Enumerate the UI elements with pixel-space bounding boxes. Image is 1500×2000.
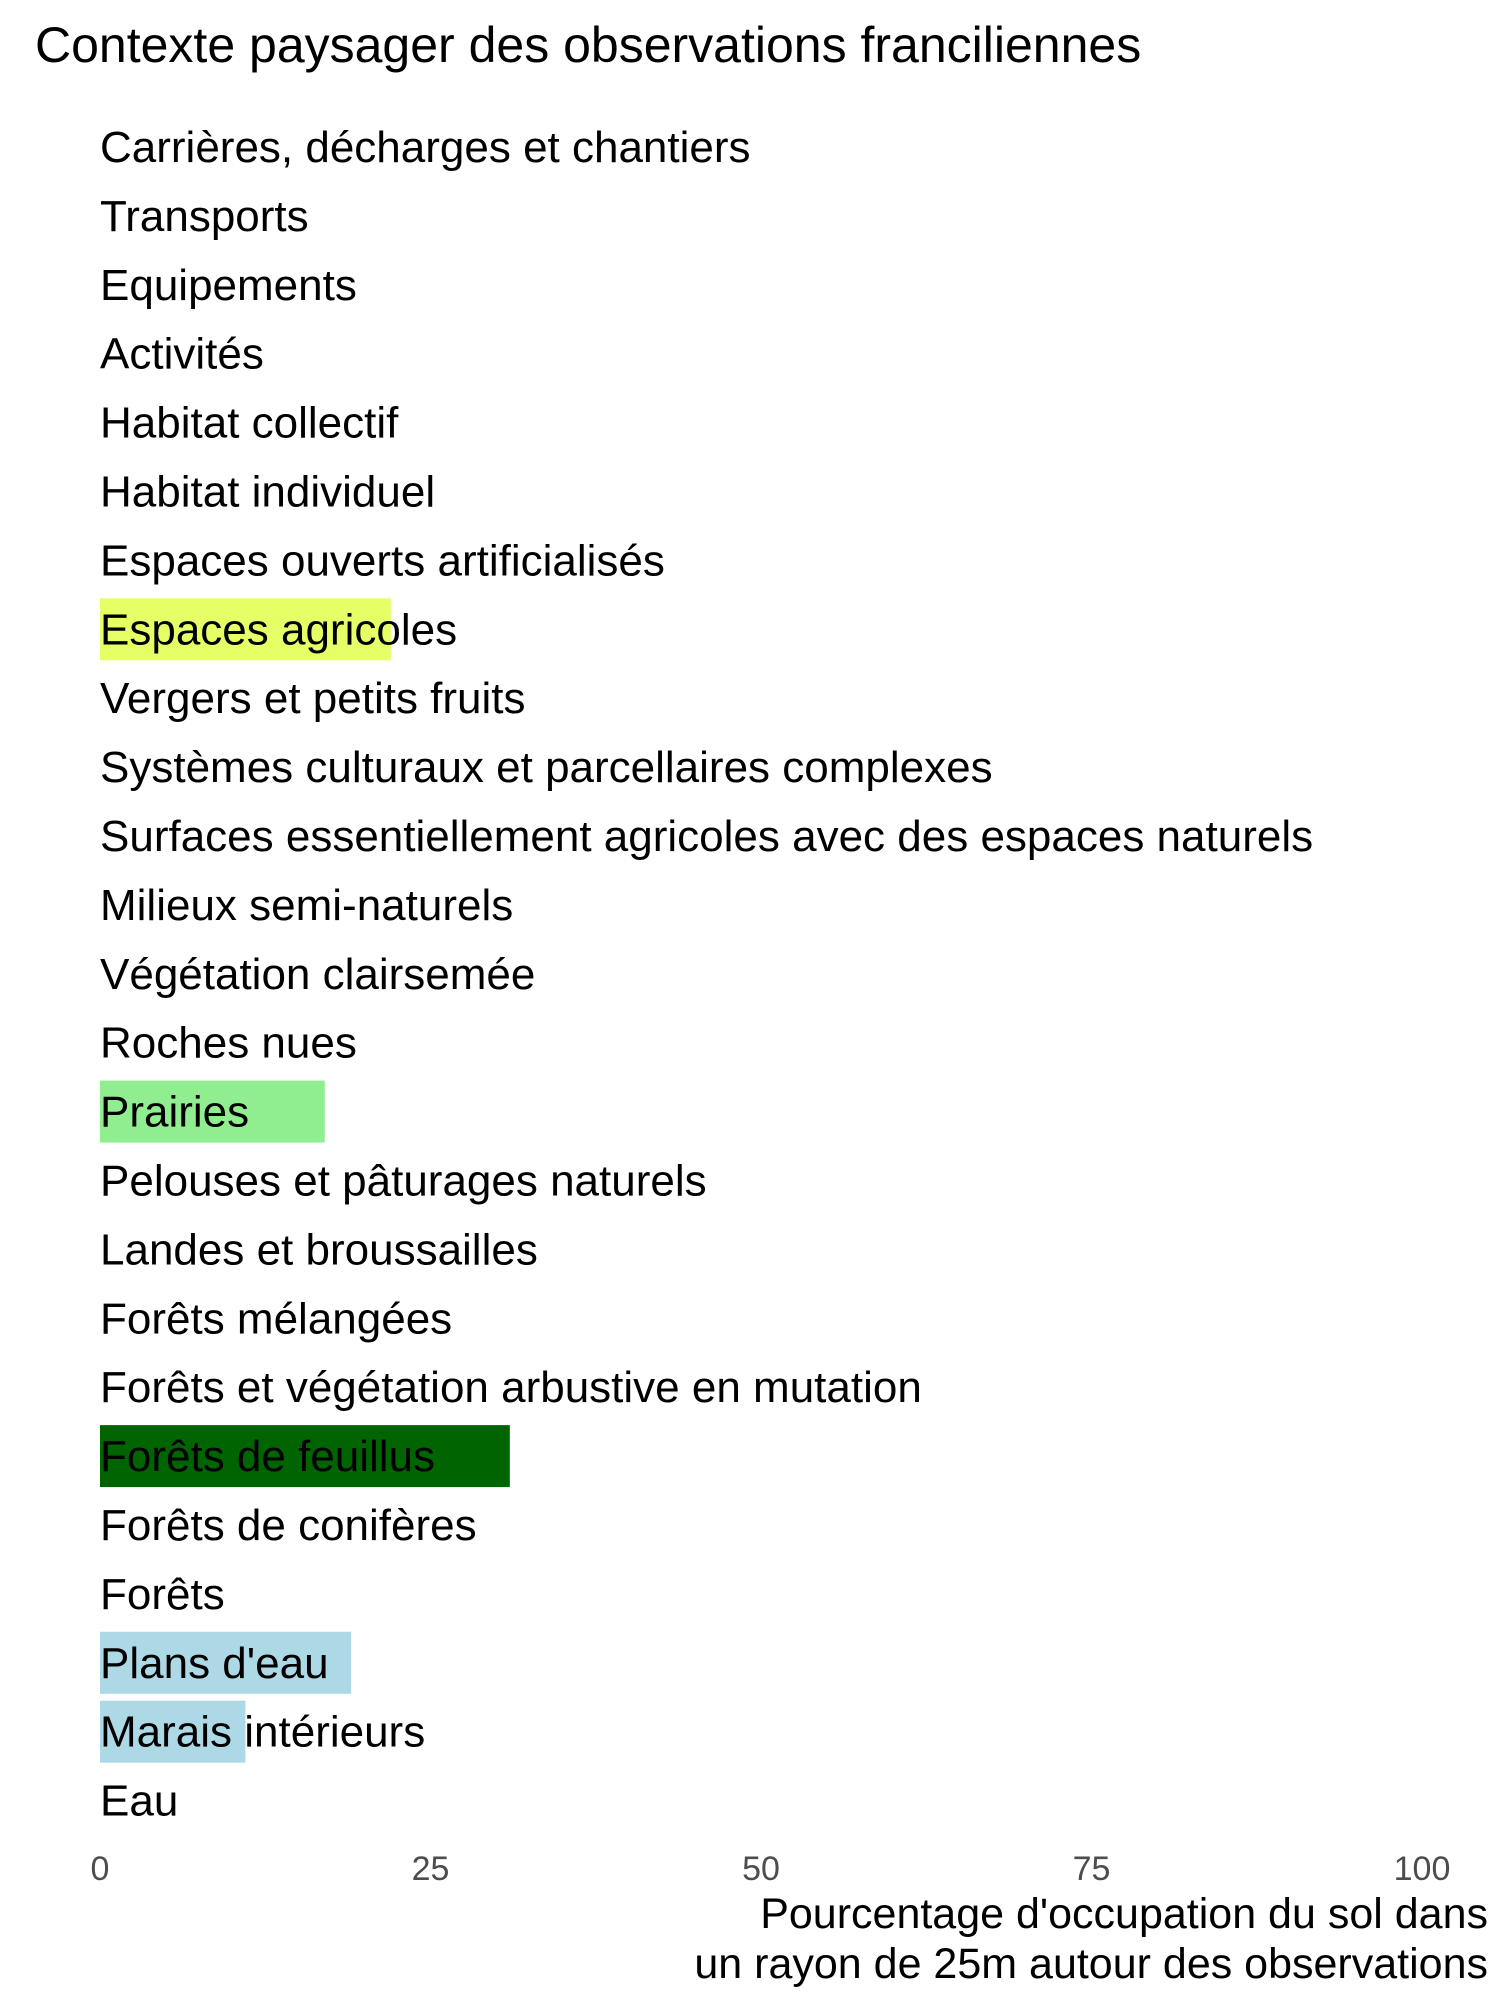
category-label: Espaces agricoles [100,605,458,655]
category-label: Roches nues [100,1018,357,1068]
x-axis-title-line-2: un rayon de 25m autour des observations [694,1940,1488,1988]
category-label: Forêts de feuillus [100,1432,436,1482]
category-label: Landes et broussailles [100,1225,538,1275]
x-axis-ticks [91,1850,1451,1888]
category-label: Transports [100,191,309,241]
category-label: Surfaces essentiellement agricoles avec des espaces naturels [100,812,1314,861]
category-label: Forêts de conifères [100,1501,477,1550]
category-label: Marais intérieurs [100,1707,426,1757]
category-label: Espaces ouverts artificialisés [100,536,665,586]
category-label: Milieux semi-naturels [100,880,514,930]
category-label: Forêts [100,1569,225,1619]
category-label: Forêts mélangées [100,1294,453,1344]
x-tick-label: 0 [90,1850,110,1888]
x-tick-label: 25 [411,1850,450,1888]
category-label: Habitat collectif [100,398,399,448]
x-tick-label: 100 [1393,1850,1451,1888]
category-label: Activités [100,329,264,379]
category-label: Prairies [100,1087,250,1137]
category-label: Plans d'eau [100,1638,329,1688]
x-tick-label: 75 [1072,1850,1111,1888]
x-axis-title-line-1: Pourcentage d'occupation du sol dans [760,1890,1488,1938]
category-labels [100,123,1313,1826]
chart-title: Contexte paysager des observations franciliennes [35,17,1142,73]
category-label: Forêts et végétation arbustive en mutation [100,1363,922,1413]
category-label: Systèmes culturaux et parcellaires complexes [100,743,993,793]
category-label: Pelouses et pâturages naturels [100,1156,707,1206]
category-label: Carrières, décharges et chantiers [100,123,751,172]
category-label: Vergers et petits fruits [100,674,526,724]
category-label: Végétation clairsemée [100,949,536,999]
category-label: Equipements [100,260,357,310]
x-tick-label: 50 [742,1850,780,1888]
category-label: Eau [100,1776,179,1826]
category-label: Habitat individuel [100,467,436,517]
